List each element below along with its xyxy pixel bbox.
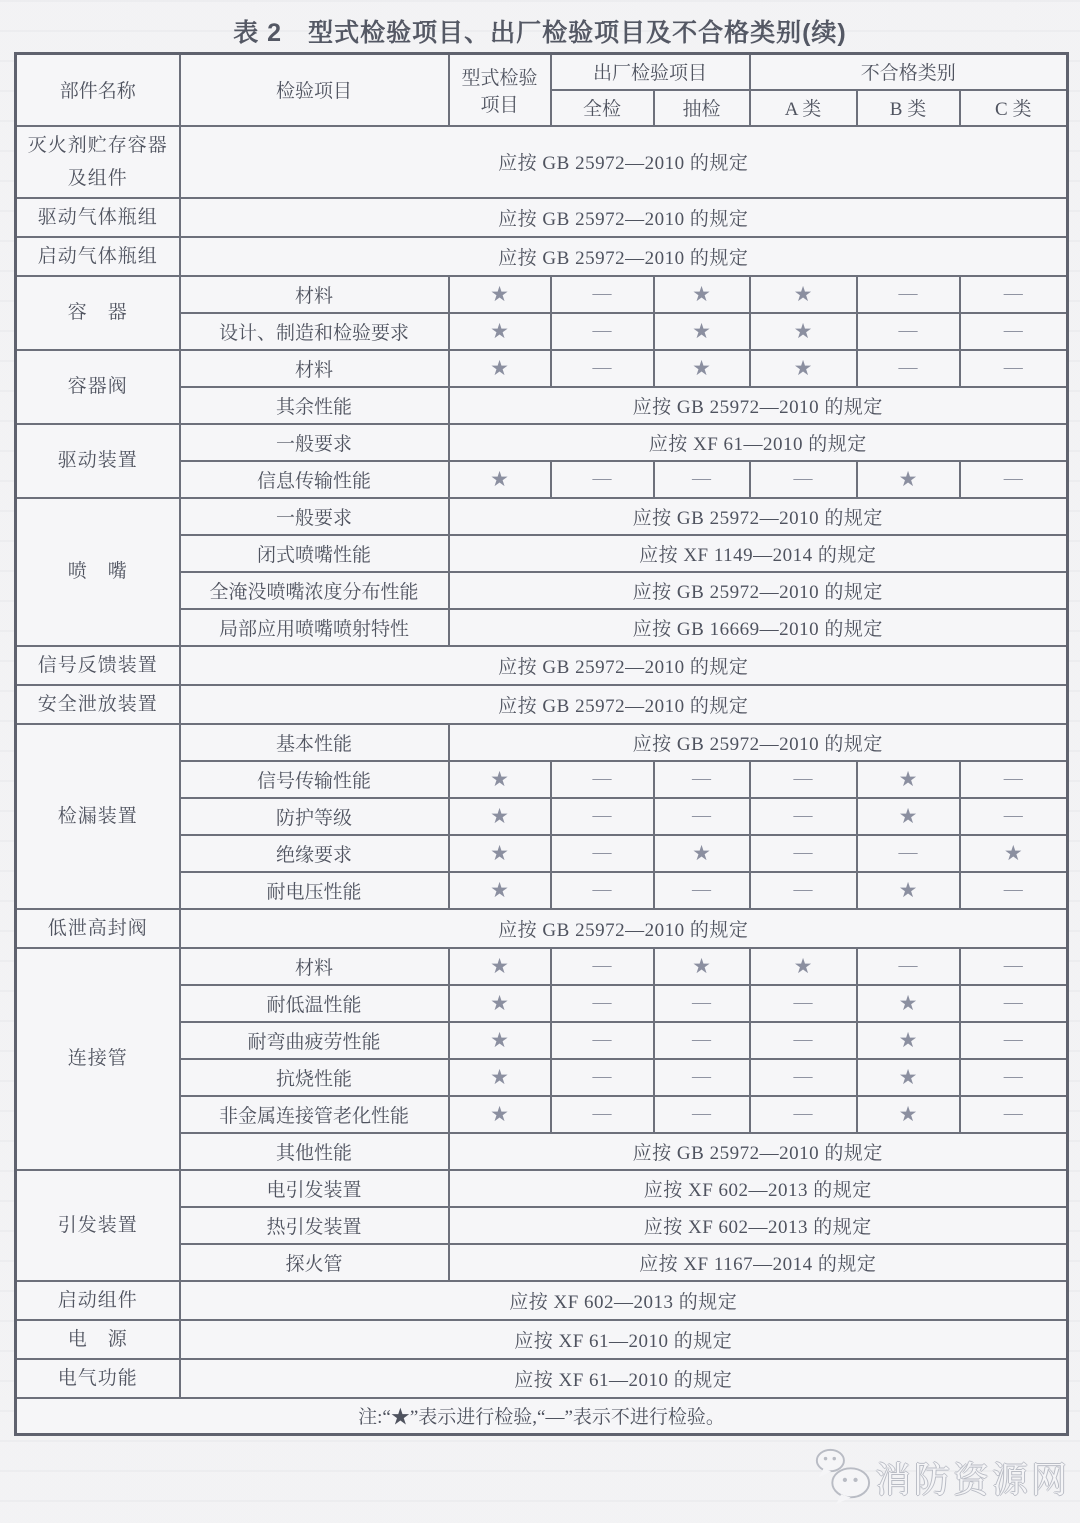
star-mark-cell: ★ xyxy=(750,276,857,313)
table-note: 注:“★”表示进行检验,“—”表示不进行检验。 xyxy=(16,1398,1068,1435)
inspection-item-cell: 信号传输性能 xyxy=(180,761,449,798)
component-name-cell: 引发装置 xyxy=(16,1170,180,1281)
inspection-item-cell: 闭式喷嘴性能 xyxy=(180,535,449,572)
star-mark-cell: ★ xyxy=(449,1022,551,1059)
table-row xyxy=(16,1359,1068,1398)
table-row xyxy=(16,1170,1068,1207)
star-mark-cell: ★ xyxy=(449,948,551,985)
star-mark-cell: ★ xyxy=(449,798,551,835)
dash-mark-cell: — xyxy=(551,1022,654,1059)
star-mark-cell: ★ xyxy=(654,948,750,985)
inspection-item-cell: 电引发装置 xyxy=(180,1170,449,1207)
table-row xyxy=(16,198,1068,237)
dash-mark-cell: — xyxy=(551,761,654,798)
spec-reference-cell: 应按 GB 25972—2010 的规定 xyxy=(449,572,1068,609)
table-row xyxy=(16,424,1068,461)
component-name-cell: 启动气体瓶组 xyxy=(16,237,180,276)
star-mark-cell: ★ xyxy=(654,313,750,350)
header-row-1 xyxy=(16,54,1068,90)
dash-mark-cell: — xyxy=(750,835,857,872)
spec-reference-cell: 应按 GB 25972—2010 的规定 xyxy=(180,237,1068,276)
inspection-item-cell: 耐弯曲疲劳性能 xyxy=(180,1022,449,1059)
component-name-cell: 电气功能 xyxy=(16,1359,180,1398)
component-name-cell: 电 源 xyxy=(16,1320,180,1359)
inspection-item-cell: 局部应用喷嘴喷射特性 xyxy=(180,609,449,646)
table-row xyxy=(16,724,1068,761)
star-mark-cell: ★ xyxy=(654,276,750,313)
dash-mark-cell: — xyxy=(750,1096,857,1133)
inspection-item-cell: 抗烧性能 xyxy=(180,1059,449,1096)
dash-mark-cell: — xyxy=(551,1096,654,1133)
header-type-inspection-line2: 项目 xyxy=(480,94,519,116)
dash-mark-cell: — xyxy=(857,313,960,350)
inspection-item-cell: 一般要求 xyxy=(180,424,449,461)
component-name-cell: 安全泄放装置 xyxy=(16,685,180,724)
dash-mark-cell: — xyxy=(750,1022,857,1059)
star-mark-cell: ★ xyxy=(449,761,551,798)
header-nonconforming-group: 不合格类别 xyxy=(750,54,1068,90)
dash-mark-cell: — xyxy=(960,872,1068,909)
dash-mark-cell: — xyxy=(551,350,654,387)
inspection-item-cell: 耐电压性能 xyxy=(180,872,449,909)
dash-mark-cell: — xyxy=(654,985,750,1022)
spec-reference-cell: 应按 XF 602—2013 的规定 xyxy=(180,1281,1068,1320)
header-type-inspection xyxy=(449,54,551,126)
inspection-item-cell: 全淹没喷嘴浓度分布性能 xyxy=(180,572,449,609)
spec-reference-cell: 应按 XF 602—2013 的规定 xyxy=(449,1170,1068,1207)
dash-mark-cell: — xyxy=(960,1096,1068,1133)
note-row xyxy=(16,1398,1068,1435)
star-mark-cell: ★ xyxy=(750,948,857,985)
star-mark-cell: ★ xyxy=(750,313,857,350)
component-name-cell: 检漏装置 xyxy=(16,724,180,909)
header-class-c: C 类 xyxy=(960,90,1068,126)
spec-reference-cell: 应按 GB 25972—2010 的规定 xyxy=(180,685,1068,724)
star-mark-cell: ★ xyxy=(449,276,551,313)
star-mark-cell: ★ xyxy=(449,350,551,387)
inspection-item-cell: 绝缘要求 xyxy=(180,835,449,872)
dash-mark-cell: — xyxy=(551,313,654,350)
dash-mark-cell: — xyxy=(654,461,750,498)
table-row xyxy=(16,646,1068,685)
star-mark-cell: ★ xyxy=(654,350,750,387)
inspection-item-cell: 其他性能 xyxy=(180,1133,449,1170)
inspection-item-cell: 防护等级 xyxy=(180,798,449,835)
dash-mark-cell: — xyxy=(654,1096,750,1133)
table-row xyxy=(16,498,1068,535)
dash-mark-cell: — xyxy=(654,1059,750,1096)
star-mark-cell: ★ xyxy=(750,350,857,387)
dash-mark-cell: — xyxy=(857,948,960,985)
dash-mark-cell: — xyxy=(654,1022,750,1059)
spec-reference-cell: 应按 XF 602—2013 的规定 xyxy=(449,1207,1068,1244)
table-row xyxy=(16,237,1068,276)
component-name-cell: 容器阀 xyxy=(16,350,180,424)
inspection-item-cell: 材料 xyxy=(180,948,449,985)
star-mark-cell: ★ xyxy=(857,1059,960,1096)
table-row xyxy=(16,909,1068,948)
star-mark-cell: ★ xyxy=(449,835,551,872)
spec-reference-cell: 应按 XF 61—2010 的规定 xyxy=(180,1359,1068,1398)
dash-mark-cell: — xyxy=(654,761,750,798)
table-footer xyxy=(16,1398,1068,1435)
star-mark-cell: ★ xyxy=(857,798,960,835)
dash-mark-cell: — xyxy=(960,313,1068,350)
header-class-b: B 类 xyxy=(857,90,960,126)
dash-mark-cell: — xyxy=(551,276,654,313)
table-title: 表 2 型式检验项目、出厂检验项目及不合格类别(续) xyxy=(233,19,847,47)
spec-reference-cell: 应按 GB 25972—2010 的规定 xyxy=(449,387,1068,424)
dash-mark-cell: — xyxy=(750,1059,857,1096)
dash-mark-cell: — xyxy=(857,835,960,872)
inspection-item-cell: 热引发装置 xyxy=(180,1207,449,1244)
star-mark-cell: ★ xyxy=(857,761,960,798)
component-name-cell: 驱动气体瓶组 xyxy=(16,198,180,237)
star-mark-cell: ★ xyxy=(449,985,551,1022)
inspection-item-cell: 非金属连接管老化性能 xyxy=(180,1096,449,1133)
table-row xyxy=(16,1320,1068,1359)
spec-reference-cell: 应按 GB 25972—2010 的规定 xyxy=(180,909,1068,948)
dash-mark-cell: — xyxy=(750,761,857,798)
star-mark-cell: ★ xyxy=(857,1022,960,1059)
inspection-table xyxy=(14,52,1069,1436)
watermark xyxy=(811,1447,1070,1507)
star-mark-cell: ★ xyxy=(857,461,960,498)
inspection-item-cell: 设计、制造和检验要求 xyxy=(180,313,449,350)
star-mark-cell: ★ xyxy=(960,835,1068,872)
dash-mark-cell: — xyxy=(750,798,857,835)
dash-mark-cell: — xyxy=(750,985,857,1022)
inspection-item-cell: 信息传输性能 xyxy=(180,461,449,498)
dash-mark-cell: — xyxy=(960,1022,1068,1059)
star-mark-cell: ★ xyxy=(857,1096,960,1133)
inspection-item-cell: 基本性能 xyxy=(180,724,449,761)
star-mark-cell: ★ xyxy=(449,313,551,350)
component-name-cell: 信号反馈装置 xyxy=(16,646,180,685)
spec-reference-cell: 应按 GB 25972—2010 的规定 xyxy=(180,126,1068,198)
inspection-item-cell: 探火管 xyxy=(180,1244,449,1281)
dash-mark-cell: — xyxy=(960,761,1068,798)
inspection-item-cell: 耐低温性能 xyxy=(180,985,449,1022)
table-row xyxy=(16,685,1068,724)
spec-reference-cell: 应按 GB 25972—2010 的规定 xyxy=(449,498,1068,535)
header-inspection-item: 检验项目 xyxy=(180,54,449,126)
dash-mark-cell: — xyxy=(960,948,1068,985)
spec-reference-cell: 应按 XF 1149—2014 的规定 xyxy=(449,535,1068,572)
dash-mark-cell: — xyxy=(857,350,960,387)
header-class-a: A 类 xyxy=(750,90,857,126)
chat-bubbles-icon xyxy=(811,1447,873,1507)
dash-mark-cell: — xyxy=(960,798,1068,835)
dash-mark-cell: — xyxy=(960,985,1068,1022)
spec-reference-cell: 应按 GB 25972—2010 的规定 xyxy=(180,646,1068,685)
table-row xyxy=(16,276,1068,313)
spec-reference-cell: 应按 GB 25972—2010 的规定 xyxy=(180,198,1068,237)
component-name-cell: 驱动装置 xyxy=(16,424,180,498)
table-row xyxy=(16,350,1068,387)
dash-mark-cell: — xyxy=(551,872,654,909)
dash-mark-cell: — xyxy=(960,461,1068,498)
dash-mark-cell: — xyxy=(750,461,857,498)
table-row xyxy=(16,126,1068,198)
star-mark-cell: ★ xyxy=(449,461,551,498)
inspection-item-cell: 材料 xyxy=(180,350,449,387)
star-mark-cell: ★ xyxy=(449,1096,551,1133)
watermark-text: 消防资源网 xyxy=(874,1458,1070,1500)
dash-mark-cell: — xyxy=(654,798,750,835)
dash-mark-cell: — xyxy=(551,461,654,498)
spec-reference-cell: 应按 GB 25972—2010 的规定 xyxy=(449,724,1068,761)
component-name-cell: 喷 嘴 xyxy=(16,498,180,646)
component-name-cell: 启动组件 xyxy=(16,1281,180,1320)
spec-reference-cell: 应按 GB 25972—2010 的规定 xyxy=(449,1133,1068,1170)
header-component-name: 部件名称 xyxy=(16,54,180,126)
dash-mark-cell: — xyxy=(551,985,654,1022)
dash-mark-cell: — xyxy=(551,835,654,872)
header-sampling-inspection: 抽检 xyxy=(654,90,750,126)
dash-mark-cell: — xyxy=(960,350,1068,387)
table-row xyxy=(16,1281,1068,1320)
spec-reference-cell: 应按 XF 1167—2014 的规定 xyxy=(449,1244,1068,1281)
star-mark-cell: ★ xyxy=(449,872,551,909)
header-factory-inspection-group: 出厂检验项目 xyxy=(551,54,750,90)
spec-reference-cell: 应按 GB 16669—2010 的规定 xyxy=(449,609,1068,646)
component-name-cell: 容 器 xyxy=(16,276,180,350)
component-name-cell: 灭火剂贮存容器 及组件 xyxy=(16,126,180,198)
star-mark-cell: ★ xyxy=(857,985,960,1022)
inspection-item-cell: 其余性能 xyxy=(180,387,449,424)
component-name-cell: 低泄高封阀 xyxy=(16,909,180,948)
spec-reference-cell: 应按 XF 61—2010 的规定 xyxy=(449,424,1068,461)
dash-mark-cell: — xyxy=(551,798,654,835)
header-type-inspection-line1: 型式检验 xyxy=(461,67,538,89)
dash-mark-cell: — xyxy=(654,872,750,909)
dash-mark-cell: — xyxy=(960,1059,1068,1096)
dash-mark-cell: — xyxy=(857,276,960,313)
inspection-item-cell: 一般要求 xyxy=(180,498,449,535)
table-row xyxy=(16,948,1068,985)
inspection-item-cell: 材料 xyxy=(180,276,449,313)
dash-mark-cell: — xyxy=(960,276,1068,313)
component-name-cell: 连接管 xyxy=(16,948,180,1170)
star-mark-cell: ★ xyxy=(449,1059,551,1096)
table-body xyxy=(16,126,1068,1398)
dash-mark-cell: — xyxy=(551,948,654,985)
star-mark-cell: ★ xyxy=(654,835,750,872)
star-mark-cell: ★ xyxy=(857,872,960,909)
header-full-inspection: 全检 xyxy=(551,90,654,126)
dash-mark-cell: — xyxy=(551,1059,654,1096)
spec-reference-cell: 应按 XF 61—2010 的规定 xyxy=(180,1320,1068,1359)
dash-mark-cell: — xyxy=(750,872,857,909)
table-header xyxy=(16,54,1068,126)
